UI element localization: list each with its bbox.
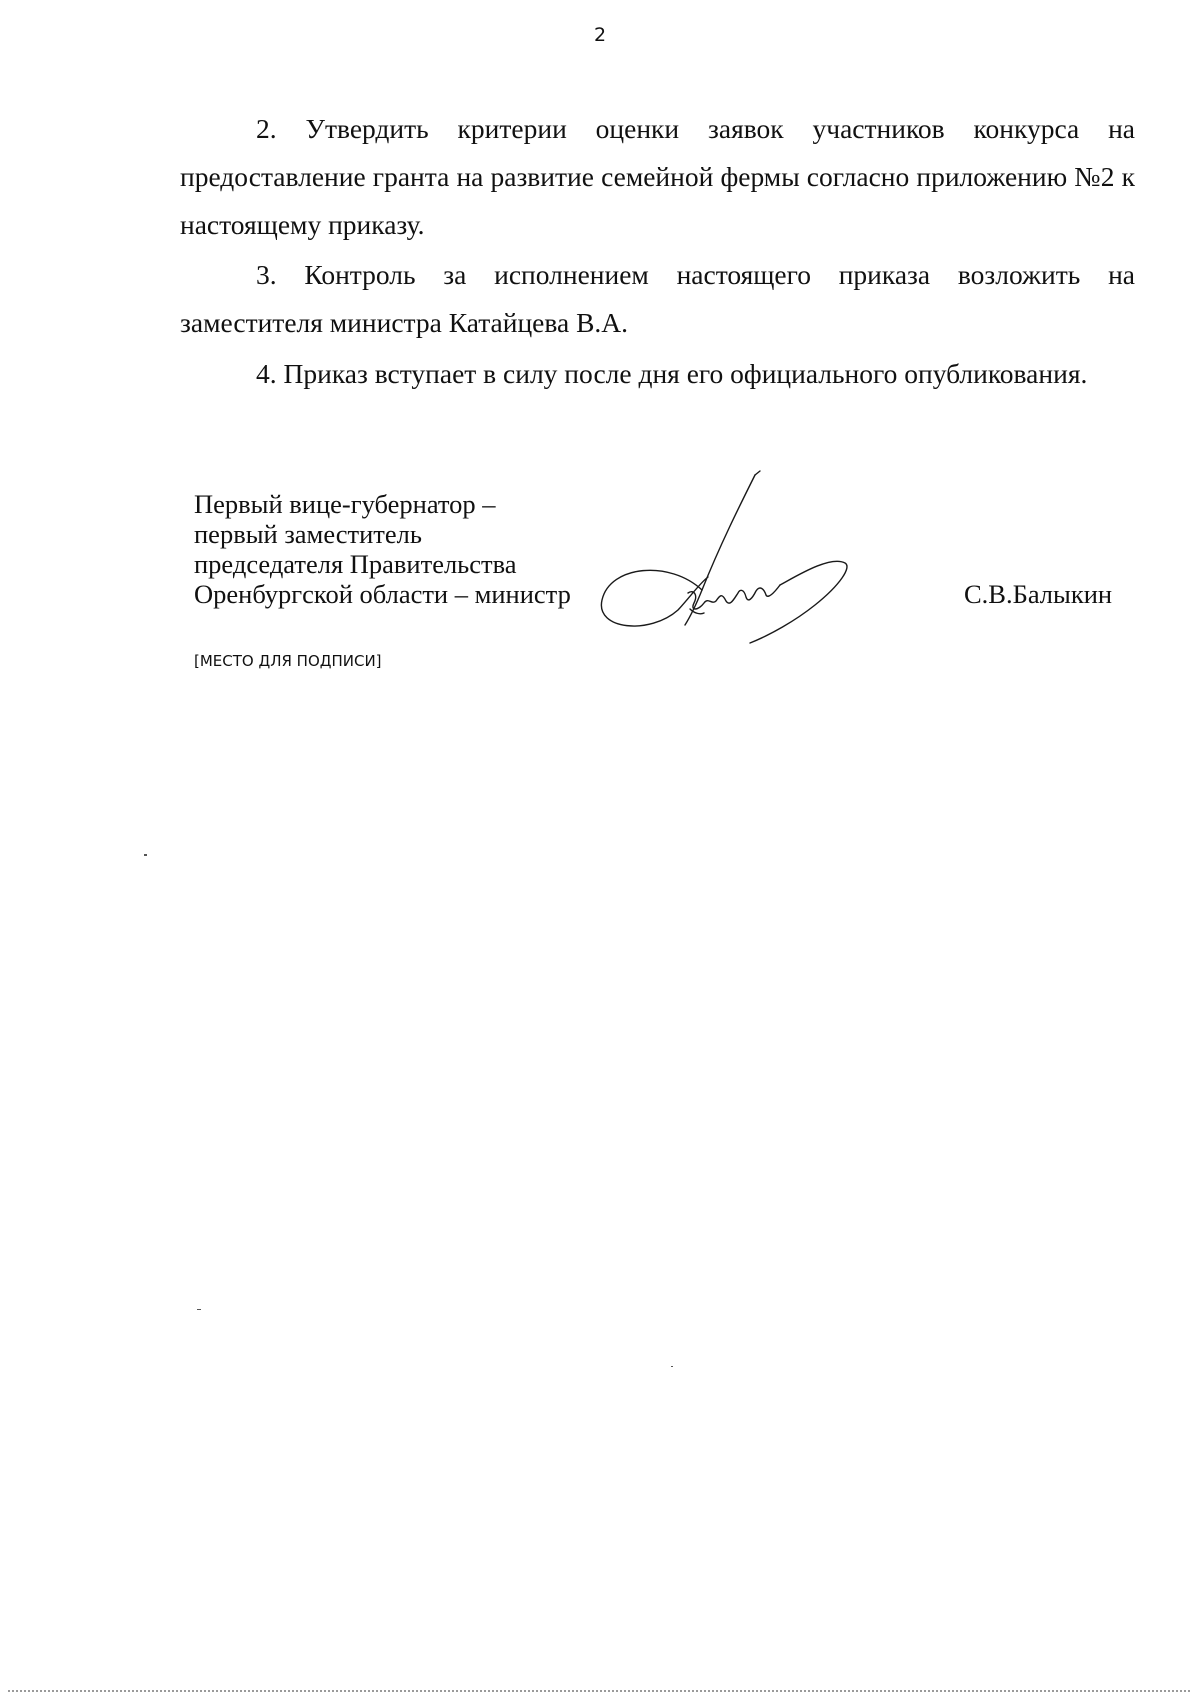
scan-speck: [144, 854, 147, 856]
signatory-position: [194, 489, 571, 609]
position-line: Оренбургской области – министр: [194, 579, 571, 609]
paragraph-2: 2. Утвердить критерии оценки заявок участников конкурса на предоставление гранта на развитие семейной фермы согласно приложению №2 к настоящему приказу.: [180, 113, 1135, 240]
scan-speck: [671, 1366, 673, 1367]
scan-bottom-edge: [8, 1690, 1192, 1692]
position-line: Первый вице-губернатор –: [194, 489, 496, 519]
position-line: первый заместитель: [194, 519, 422, 549]
paragraph-4: 4. Приказ вступает в силу после дня его официального опубликования.: [256, 358, 1088, 389]
scan-speck: [197, 1309, 201, 1310]
handwritten-signature: [590, 465, 860, 645]
signature-placeholder: [МЕСТО ДЛЯ ПОДПИСИ]: [194, 652, 382, 670]
signatory-name: С.В.Балыкин: [964, 579, 1113, 609]
paragraph-3: 3. Контроль за исполнением настоящего приказа возложить на заместителя министра Катайцева В.А.: [180, 259, 1135, 338]
page-number: 2: [593, 24, 607, 46]
position-line: председателя Правительства: [194, 549, 517, 579]
